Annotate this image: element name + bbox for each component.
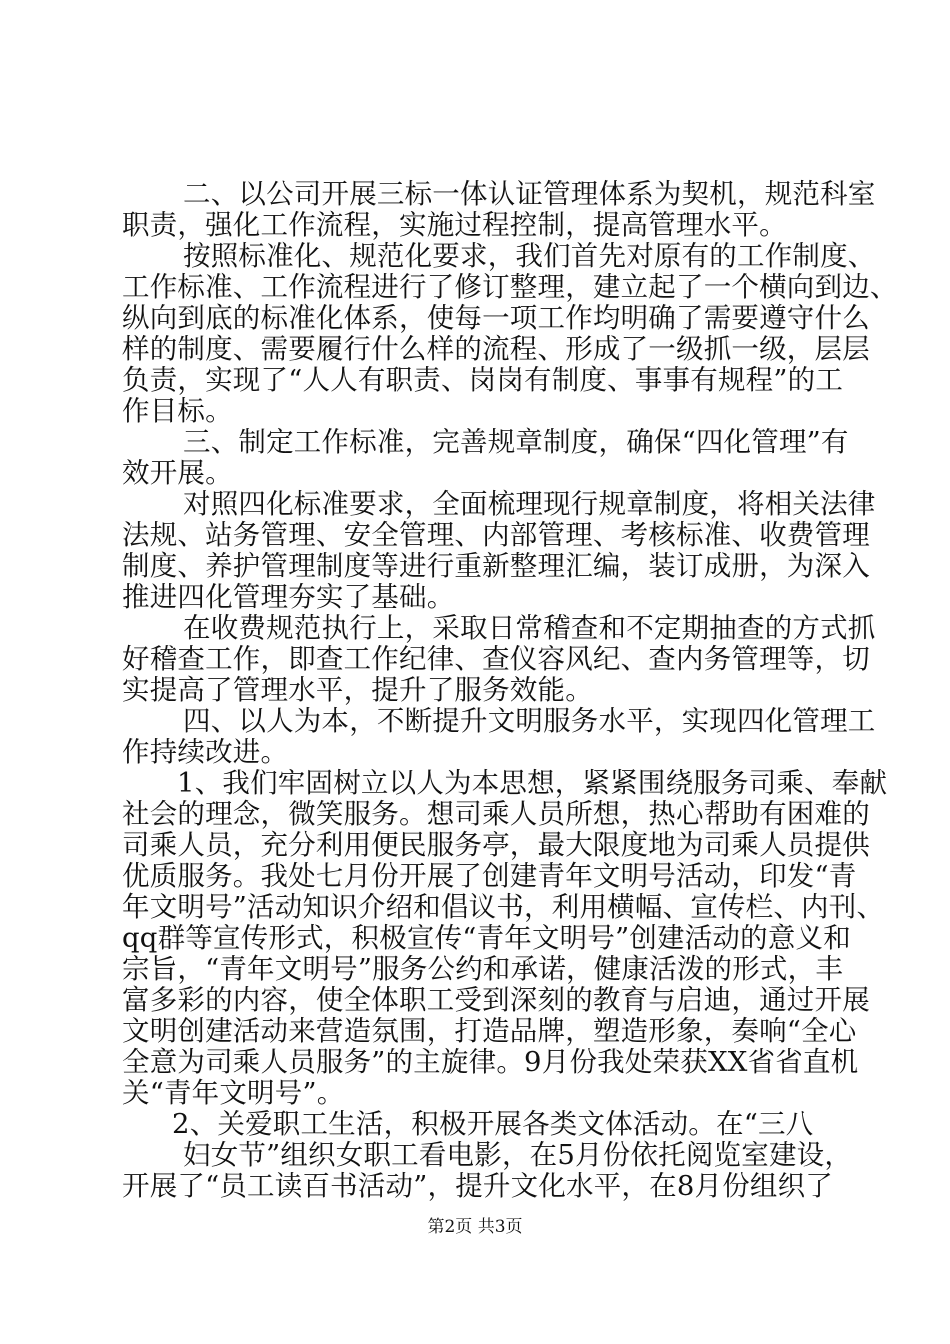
text-line: 宗旨，“青年文明号”服务公约和承诺，健康活泼的形式，丰 <box>122 953 844 985</box>
text-line: 负责，实现了“人人有职责、岗岗有制度、事事有规程”的工 <box>122 364 844 396</box>
text-line: 纵向到底的标准化体系，使每一项工作均明确了需要遵守什么 <box>122 302 870 334</box>
text-line: 妇女节”组织女职工看电影，在5月份依托阅览室建设， <box>183 1139 853 1171</box>
text-line: 好稽查工作，即查工作纪律、查仪容风纪、查内务管理等，切 <box>122 643 870 675</box>
text-line: 二、以公司开展三标一体认证管理体系为契机，规范科室 <box>183 178 876 210</box>
text-line: qq群等宣传形式，积极宣传“青年文明号”创建活动的意义和 <box>122 922 851 954</box>
text-line: 开展了“员工读百书活动”，提升文化水平，在8月份组织了 <box>122 1170 834 1202</box>
text-line: 作持续改进。 <box>122 736 289 768</box>
text-line: 三、制定工作标准，完善规章制度，确保“四化管理”有 <box>183 426 849 458</box>
text-line: 社会的理念，微笑服务。想司乘人员所想，热心帮助有困难的 <box>122 798 870 830</box>
text-line: 对照四化标准要求，全面梳理现行规章制度，将相关法律 <box>183 488 876 520</box>
page-number-footer: 第2页 共3页 <box>427 1217 523 1237</box>
text-line: 2、关爱职工生活，积极开展各类文体活动。在“三八 <box>172 1108 814 1140</box>
text-line: 文明创建活动来营造氛围，打造品牌，塑造形象，奏响“全心 <box>122 1015 857 1047</box>
text-line: 1、我们牢固树立以人为本思想，紧紧围绕服务司乘、奉献 <box>177 767 888 799</box>
text-line: 样的制度、需要履行什么样的流程、形成了一级抓一级，层层 <box>122 333 870 365</box>
text-line: 法规、站务管理、安全管理、内部管理、考核标准、收费管理 <box>122 519 870 551</box>
text-line: 工作标准、工作流程进行了修订整理，建立起了一个横向到边、 <box>122 271 898 303</box>
text-line: 作目标。 <box>122 395 233 427</box>
text-line: 制度、养护管理制度等进行重新整理汇编，装订成册，为深入 <box>122 550 870 582</box>
text-line: 职责，强化工作流程，实施过程控制，提高管理水平。 <box>122 209 787 241</box>
text-line: 年文明号”活动知识介绍和倡议书，利用横幅、宣传栏、内刊、 <box>122 891 885 923</box>
text-line: 推进四化管理夯实了基础。 <box>122 581 455 613</box>
text-line: 富多彩的内容，使全体职工受到深刻的教育与启迪，通过开展 <box>122 984 870 1016</box>
text-line: 按照标准化、规范化要求，我们首先对原有的工作制度、 <box>183 240 876 272</box>
text-line: 全意为司乘人员服务”的主旋律。9月份我处荣获XX省省直机 <box>122 1046 859 1078</box>
text-line: 优质服务。我处七月份开展了创建青年文明号活动，印发“青 <box>122 860 857 892</box>
text-line: 关“青年文明号”。 <box>122 1077 345 1109</box>
text-line: 实提高了管理水平，提升了服务效能。 <box>122 674 593 706</box>
text-line: 效开展。 <box>122 457 233 489</box>
text-line: 四、以人为本，不断提升文明服务水平，实现四化管理工 <box>183 705 876 737</box>
text-line: 司乘人员，充分利用便民服务亭，最大限度地为司乘人员提供 <box>122 829 870 861</box>
text-line: 在收费规范执行上，采取日常稽查和不定期抽查的方式抓 <box>183 612 876 644</box>
